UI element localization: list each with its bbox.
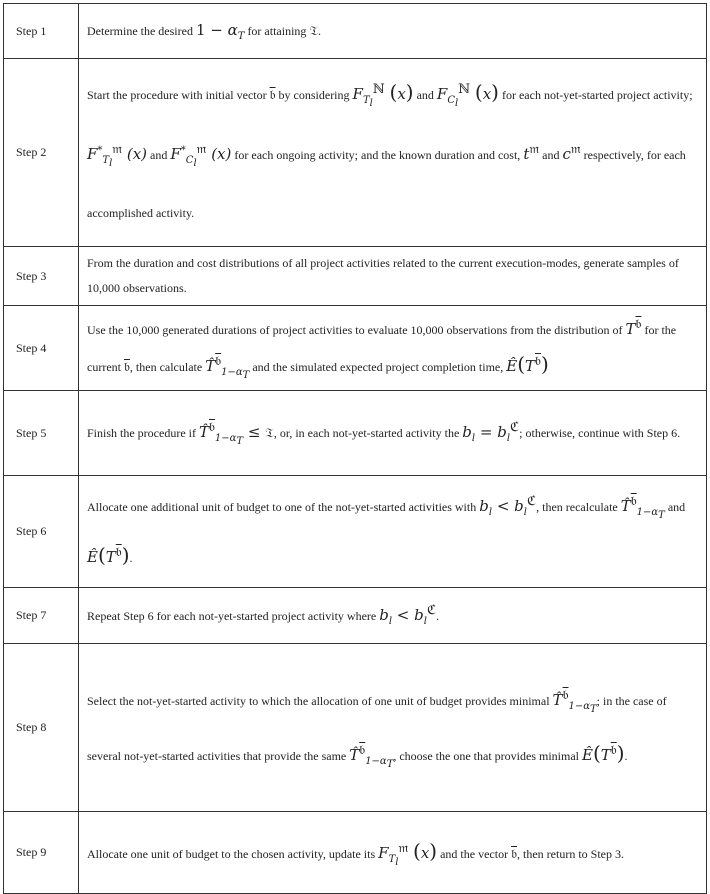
table-row [4,247,707,306]
math-T-b: $T^𝔟$ [625,316,642,338]
table-row [4,4,707,59]
table-row [4,812,707,894]
step-label: Step 8 [4,644,79,812]
math-T-hat-quantile: T̂$^𝔟_{1-\alpha_T}$ [205,353,250,381]
math-b-less-bC: $b_l < b_l^ℭ$ [379,602,437,627]
step-label: Step 5 [4,391,79,476]
step-description: Start the procedure with initial vector 𝔟 by considering $F_{T_l}^ℕ$ (x) and $F_{C_l}^ℕ$ (x) for each not-yet-started project activity; $F^*_{T_l}^𝔪$ (x) and $F^*_{C_l}^𝔪$ (x) for each ongoing activity; and the known duration and cost, $t^𝔪$ and $c^𝔪$ respectively, for each accomplished activity. [79,59,707,247]
step-description: Repeat Step 6 for each not-yet-started project activity where $b_l < b_l^ℭ$. [79,588,707,644]
step-description: From the duration and cost distributions of all project activities related to the current execution-modes, generate samples of 10,000 observations. [79,247,707,306]
step-description: Use the 10,000 generated durations of project activities to evaluate 10,000 observations from the distribution of $T^𝔟$ for the current 𝔟, then calculate T̂$^𝔟_{1-\alpha_T}$ and the simulated expected project completion time, $Ê(T^𝔟)$ [79,306,707,391]
math-t-m: $t^𝔪$ [523,142,540,163]
math-F-T-N: $F_{T_l}^ℕ$ (x) [352,80,414,109]
step-description: Finish the procedure if T̂$^𝔟_{1-\alpha_T}$ ≤ 𝔗, or, in each not-yet-started activity the $b_l = b_l^ℭ$; otherwise, continue with Step 6. [79,391,707,476]
step-description: Determine the desired $1 - \alpha_T$ for attaining 𝔗. [79,4,707,59]
procedure-steps-table [3,3,707,894]
step-description: Allocate one additional unit of budget to one of the not-yet-started activities with $b_l < b_l^ℭ$, then recalculate T̂$^𝔟_{1-\alpha_T}$ and $Ê(T^𝔟)$. [79,476,707,588]
math-E-hat-T-b: $Ê(T^𝔟)$ [581,740,625,765]
table-row [4,588,707,644]
step-description: Select the not-yet-started activity to which the allocation of one unit of budget provides minimal T̂$^𝔟_{1-\alpha_T}$; in the case of several not-yet-started activities that provide the same T̂$^𝔟_{1-\alpha_T}$, choose the one that provides minimal $Ê(T^𝔟)$. [79,644,707,812]
math-E-hat-T-b: $Ê(T^𝔟)$ [87,542,130,567]
table-row [4,391,707,476]
math-vector-b: 𝔟 [123,359,130,375]
step-label: Step 9 [4,812,79,894]
math-T-hat-quantile: T̂$^𝔟_{1-\alpha_T}$ [349,742,394,770]
math-E-hat-T-b: $Ê(T^𝔟)$ [506,351,549,376]
table-row [4,644,707,812]
math-b-less-bC: $b_l < b_l^ℭ$ [479,493,537,518]
math-c-m: $c^𝔪$ [562,142,581,163]
math-T-hat-quantile: T̂$^𝔟_{1-\alpha_T}$ [552,687,597,715]
math-T-hat-quantile: T̂$^𝔟_{1-\alpha_T}$ ≤ 𝔗 [198,420,274,447]
step-label: Step 2 [4,59,79,247]
step-description: Allocate one unit of budget to the chosen activity, update its $F_{T_l}^𝔪$ (x) and the vector 𝔟, then return to Step 3. [79,812,707,894]
table-row [4,476,707,588]
table-row [4,306,707,391]
math-vector-b: 𝔟 [511,846,517,862]
math-F-star-C-m: $F^*_{C_l}^𝔪$ (x) [170,142,232,169]
step-label: Step 4 [4,306,79,391]
math-one-minus-alpha: $1 - \alpha_T$ [195,21,245,42]
math-T-hat-quantile: T̂$^𝔟_{1-\alpha_T}$ [620,493,665,521]
math-vector-b: 𝔟 [269,88,276,103]
math-F-T-m: $F_{T_l}^𝔪$ (x) [378,838,438,868]
step-label: Step 7 [4,588,79,644]
step-label: Step 6 [4,476,79,588]
step-label: Step 1 [4,4,79,59]
math-b-equals-bC: $b_l = b_l^ℭ$ [462,420,520,444]
table-row [4,59,707,247]
step-label: Step 3 [4,247,79,306]
math-F-C-N: $F_{C_l}^ℕ$ (x) [436,80,499,109]
math-F-star-T-m: $F^*_{T_l}^𝔪$ (x) [87,142,148,169]
math-deadline-symbol: 𝔗 [309,24,319,39]
